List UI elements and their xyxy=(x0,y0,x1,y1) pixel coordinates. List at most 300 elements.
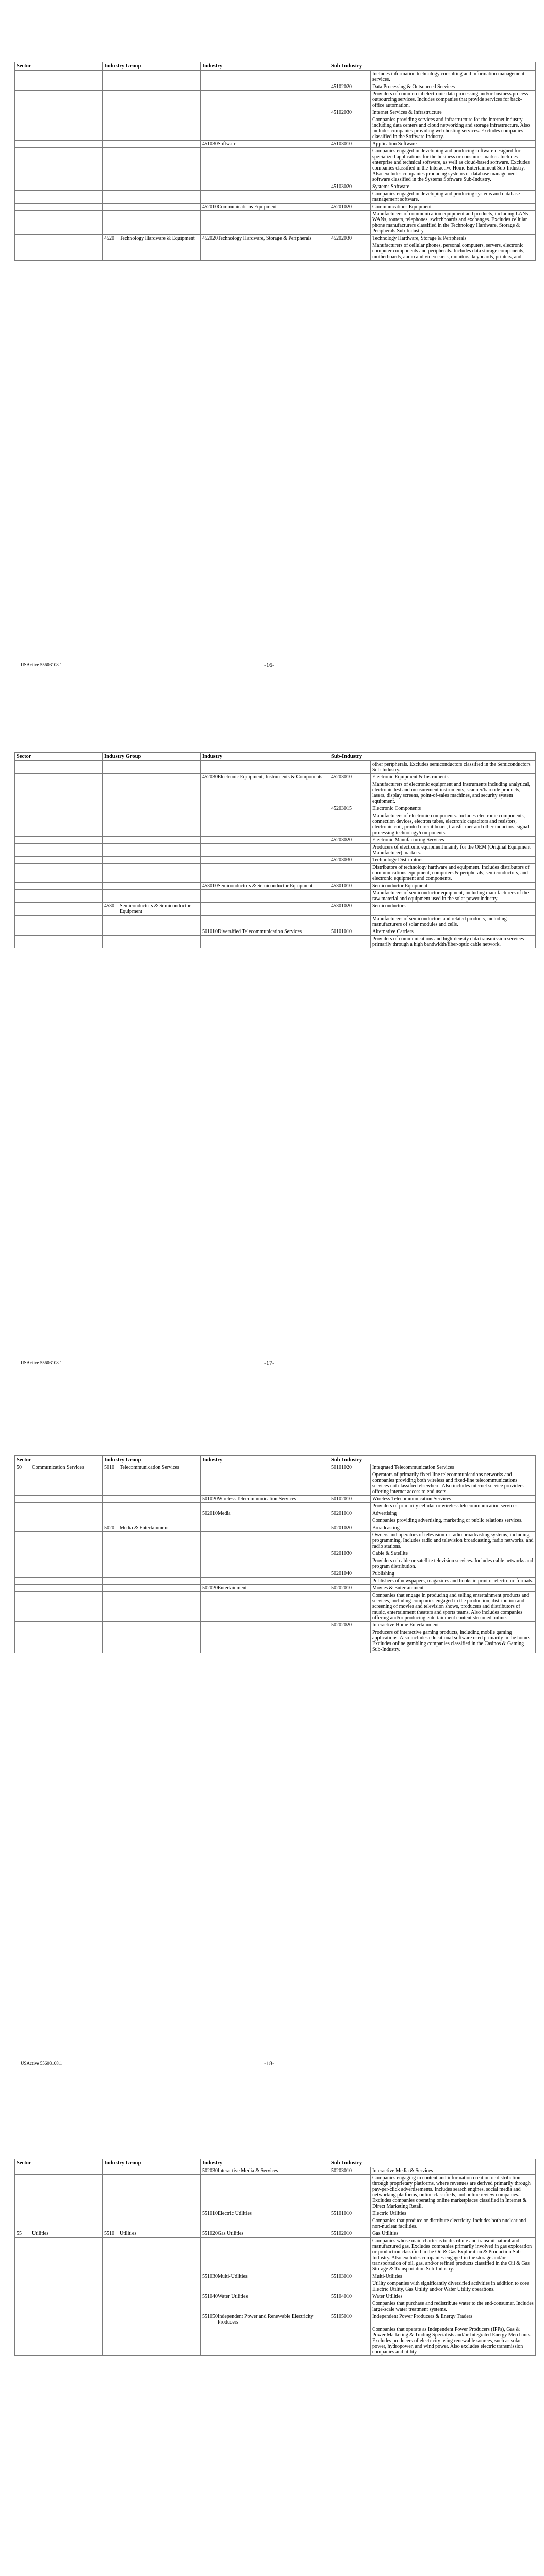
sector-name-cell xyxy=(30,916,103,928)
sector-name-cell xyxy=(30,148,103,183)
sub-industry-code-cell: 55105010 xyxy=(329,2313,371,2326)
sector-name-cell xyxy=(30,211,103,235)
sector-name-cell xyxy=(30,1557,103,1570)
industry-code-cell xyxy=(201,761,216,774)
industry-group-name-cell xyxy=(118,1503,201,1510)
industry-name-cell xyxy=(216,2175,329,2210)
industry-group-code-cell xyxy=(103,1622,118,1629)
sub-industry-text-cell: Providers of communications and high-density data transmission services primarily through a high bandwidth/fiber-optic cable network. xyxy=(371,936,536,948)
sector-code-cell xyxy=(15,1585,30,1592)
industry-code-cell xyxy=(201,805,216,812)
industry-name-cell xyxy=(216,83,329,91)
sector-name-cell xyxy=(30,883,103,890)
table-row xyxy=(15,883,536,890)
industry-group-name-cell xyxy=(118,1585,201,1592)
industry-group-name-cell xyxy=(118,109,201,116)
industry-group-code-cell xyxy=(103,774,118,781)
sub-industry-text-cell: Advertising xyxy=(371,1510,536,1517)
table-row xyxy=(15,2273,536,2280)
industry-group-name-cell xyxy=(118,204,201,211)
sector-name-cell xyxy=(30,890,103,903)
industry-group-code-cell xyxy=(103,916,118,928)
sector-name-cell xyxy=(30,71,103,83)
sector-code-cell xyxy=(15,1510,30,1517)
sector-code-cell xyxy=(15,148,30,183)
table-row xyxy=(15,1570,536,1578)
sub-industry-code-cell: 50101010 xyxy=(329,928,371,936)
sector-name-cell xyxy=(30,2280,103,2293)
sub-industry-text-cell: Data Processing & Outsourced Services xyxy=(371,83,536,91)
sub-industry-code-cell: 50202010 xyxy=(329,1585,371,1592)
industry-code-cell: 501010 xyxy=(201,928,216,936)
table-row xyxy=(15,1496,536,1503)
column-header-industry-group: Industry Group xyxy=(103,62,201,71)
sub-industry-code-cell xyxy=(329,71,371,83)
industry-name-cell xyxy=(216,916,329,928)
table-row xyxy=(15,204,536,211)
industry-name-cell xyxy=(216,1464,329,1471)
sector-code-cell xyxy=(15,1592,30,1622)
industry-code-cell xyxy=(201,1550,216,1557)
sub-industry-text-cell: Providers of commercial electronic data processing and/or business process outsourcing services. Includes companies that provide services for back-office automation. xyxy=(371,91,536,109)
industry-code-cell xyxy=(201,2300,216,2313)
industry-group-code-cell xyxy=(103,2313,118,2326)
table-row xyxy=(15,83,536,91)
sub-industry-code-cell xyxy=(329,211,371,235)
sub-industry-text-cell: Broadcasting xyxy=(371,1524,536,1532)
industry-group-code-cell xyxy=(103,1629,118,1653)
document-page xyxy=(0,2110,544,2576)
industry-name-cell xyxy=(216,1524,329,1532)
column-header-industry: Industry xyxy=(201,62,329,71)
industry-group-name-cell xyxy=(118,2175,201,2210)
sector-name-cell: Communication Services xyxy=(30,1464,103,1471)
industry-name-cell xyxy=(216,148,329,183)
industry-group-code-cell xyxy=(103,91,118,109)
industry-group-name-cell xyxy=(118,2280,201,2293)
sub-industry-text-cell: Systems Software xyxy=(371,183,536,191)
sector-name-cell xyxy=(30,1532,103,1550)
sub-industry-code-cell: 45103010 xyxy=(329,141,371,148)
sub-industry-text-cell: Producers of electronic equipment mainly for the OEM (Original Equipment Manufacturer) markets. xyxy=(371,844,536,857)
industry-group-code-cell xyxy=(103,1550,118,1557)
column-header-industry: Industry xyxy=(201,1456,329,1464)
sector-name-cell xyxy=(30,1517,103,1524)
industry-group-name-cell xyxy=(118,1557,201,1570)
sector-name-cell xyxy=(30,242,103,261)
sector-code-cell xyxy=(15,857,30,864)
industry-name-cell xyxy=(216,2300,329,2313)
sub-industry-text-cell: Manufacturers of electronic components. Includes electronic components, connection devices, electron tubes, electronic capacitors and resistors, electronic coil, printed circuit board, transformer and other inductors, signal processing technology/components. xyxy=(371,812,536,837)
sub-industry-code-cell xyxy=(329,191,371,204)
sub-industry-text-cell: Producers of interactive gaming products, including mobile gaming applications. Also includes educational software used primarily in the home. Excludes online gambling companies classified in the Casinos & Gaming Sub-Industry. xyxy=(371,1629,536,1653)
industry-group-code-cell xyxy=(103,936,118,948)
industry-group-code-cell xyxy=(103,2238,118,2273)
sub-industry-code-cell: 45102030 xyxy=(329,109,371,116)
industry-code-cell xyxy=(201,864,216,883)
industry-group-code-cell xyxy=(103,1496,118,1503)
sector-name-cell xyxy=(30,1524,103,1532)
industry-code-cell xyxy=(201,2280,216,2293)
table-row xyxy=(15,1524,536,1532)
industry-group-name-cell xyxy=(118,1622,201,1629)
sector-code-cell xyxy=(15,2167,30,2175)
sector-code-cell xyxy=(15,2326,30,2356)
sub-industry-text-cell: Independent Power Producers & Energy Traders xyxy=(371,2313,536,2326)
table-row xyxy=(15,2326,536,2356)
sub-industry-text-cell: Utility companies with significantly diversified activities in addition to core Electric Utility, Gas Utility and/or Water Utility operations. xyxy=(371,2280,536,2293)
table-row xyxy=(15,1550,536,1557)
sub-industry-code-cell xyxy=(329,1471,371,1496)
industry-name-cell: Electronic Equipment, Instruments & Components xyxy=(216,774,329,781)
industry-name-cell xyxy=(216,2217,329,2230)
table-row xyxy=(15,2238,536,2273)
sub-industry-text-cell: Manufacturers of semiconductor equipment, including manufacturers of the raw material and equipment used in the solar power industry. xyxy=(371,890,536,903)
document-page xyxy=(0,0,544,703)
industry-name-cell xyxy=(216,1578,329,1585)
sub-industry-code-cell: 45203030 xyxy=(329,857,371,864)
sub-industry-code-cell: 45102020 xyxy=(329,83,371,91)
sub-industry-text-cell: Companies that produce or distribute electricity. Includes both nuclear and non-nuclear facilities. xyxy=(371,2217,536,2230)
table-row xyxy=(15,109,536,116)
industry-group-name-cell xyxy=(118,1532,201,1550)
industry-name-cell xyxy=(216,1471,329,1496)
sub-industry-code-cell xyxy=(329,936,371,948)
table-row xyxy=(15,1629,536,1653)
sub-industry-code-cell xyxy=(329,116,371,141)
sector-name-cell xyxy=(30,2273,103,2280)
table-row xyxy=(15,1503,536,1510)
industry-group-code-cell xyxy=(103,1471,118,1496)
sector-code-cell xyxy=(15,761,30,774)
table-row xyxy=(15,1557,536,1570)
industry-group-name-cell xyxy=(118,183,201,191)
industry-group-code-cell xyxy=(103,71,118,83)
sector-name-cell xyxy=(30,1510,103,1517)
sector-code-cell xyxy=(15,109,30,116)
sub-industry-code-cell xyxy=(329,2238,371,2273)
sub-industry-code-cell xyxy=(329,864,371,883)
sub-industry-code-cell xyxy=(329,1532,371,1550)
industry-code-cell xyxy=(201,781,216,805)
industry-code-cell: 551040 xyxy=(201,2293,216,2300)
sub-industry-code-cell: 50203010 xyxy=(329,2167,371,2175)
sector-name-cell xyxy=(30,1585,103,1592)
industry-code-cell: 551050 xyxy=(201,2313,216,2326)
table-row xyxy=(15,837,536,844)
industry-code-cell: 451030 xyxy=(201,141,216,148)
sector-name-cell xyxy=(30,1503,103,1510)
industry-code-cell xyxy=(201,2238,216,2273)
industry-group-code-cell xyxy=(103,857,118,864)
sub-industry-text-cell: Companies engaged in developing and producing systems and database management software. xyxy=(371,191,536,204)
industry-group-code-cell xyxy=(103,1510,118,1517)
column-header-industry: Industry xyxy=(201,2159,329,2167)
industry-name-cell xyxy=(216,1517,329,1524)
industry-group-name-cell xyxy=(118,864,201,883)
industry-group-code-cell: 4530 xyxy=(103,903,118,916)
sub-industry-text-cell: Wireless Telecommunication Services xyxy=(371,1496,536,1503)
industry-group-code-cell xyxy=(103,1585,118,1592)
sector-code-cell xyxy=(15,903,30,916)
industry-name-cell: Gas Utilities xyxy=(216,2230,329,2238)
industry-code-cell: 551030 xyxy=(201,2273,216,2280)
table-row xyxy=(15,1471,536,1496)
industry-group-name-cell xyxy=(118,71,201,83)
industry-code-cell xyxy=(201,109,216,116)
sector-code-cell xyxy=(15,2280,30,2293)
industry-group-name-cell xyxy=(118,928,201,936)
sector-code-cell xyxy=(15,2300,30,2313)
industry-name-cell xyxy=(216,191,329,204)
table-row xyxy=(15,903,536,916)
sub-industry-code-cell: 50201040 xyxy=(329,1570,371,1578)
industry-group-name-cell: Semiconductors & Semiconductor Equipment xyxy=(118,903,201,916)
sub-industry-text-cell: Gas Utilities xyxy=(371,2230,536,2238)
industry-group-code-cell xyxy=(103,805,118,812)
industry-name-cell: Multi-Utilities xyxy=(216,2273,329,2280)
sector-code-cell xyxy=(15,1550,30,1557)
table-row xyxy=(15,812,536,837)
sub-industry-text-cell: Electronic Equipment & Instruments xyxy=(371,774,536,781)
sector-name-cell xyxy=(30,1629,103,1653)
industry-group-code-cell xyxy=(103,781,118,805)
sector-code-cell xyxy=(15,2217,30,2230)
sector-name-cell xyxy=(30,1550,103,1557)
industry-name-cell: Media xyxy=(216,1510,329,1517)
industry-group-code-cell: 5020 xyxy=(103,1524,118,1532)
table-header-row xyxy=(15,62,536,71)
sub-industry-code-cell: 55101010 xyxy=(329,2210,371,2217)
sub-industry-text-cell: Electronic Components xyxy=(371,805,536,812)
sub-industry-code-cell xyxy=(329,2300,371,2313)
sector-name-cell xyxy=(30,2210,103,2217)
sub-industry-code-cell xyxy=(329,148,371,183)
industry-name-cell xyxy=(216,183,329,191)
industry-group-code-cell xyxy=(103,116,118,141)
industry-group-code-cell xyxy=(103,183,118,191)
industry-name-cell: Technology Hardware, Storage & Peripherals xyxy=(216,235,329,242)
industry-name-cell xyxy=(216,1570,329,1578)
industry-group-code-cell xyxy=(103,141,118,148)
table-row xyxy=(15,235,536,242)
sector-code-cell xyxy=(15,2293,30,2300)
industry-code-cell xyxy=(201,1557,216,1570)
sub-industry-text-cell: Companies that purchase and redistribute water to the end-consumer. Includes large-scale water treatment systems. xyxy=(371,2300,536,2313)
sector-name-cell xyxy=(30,109,103,116)
industry-name-cell xyxy=(216,116,329,141)
industry-group-code-cell xyxy=(103,2273,118,2280)
industry-group-name-cell xyxy=(118,916,201,928)
sector-code-cell xyxy=(15,781,30,805)
industry-group-code-cell xyxy=(103,2217,118,2230)
industry-code-cell xyxy=(201,2326,216,2356)
industry-code-cell xyxy=(201,903,216,916)
sector-code-cell xyxy=(15,883,30,890)
sector-code-cell xyxy=(15,1471,30,1496)
industry-group-name-cell xyxy=(118,2210,201,2217)
industry-name-cell xyxy=(216,2280,329,2293)
industry-group-code-cell xyxy=(103,1570,118,1578)
page-footer-doc-id: USActive 55603108.1 xyxy=(21,2061,62,2066)
sector-name-cell xyxy=(30,1592,103,1622)
table-row xyxy=(15,781,536,805)
sector-code-cell xyxy=(15,116,30,141)
industry-name-cell xyxy=(216,812,329,837)
industry-group-name-cell xyxy=(118,1517,201,1524)
sub-industry-code-cell: 50101020 xyxy=(329,1464,371,1471)
industry-group-name-cell xyxy=(118,844,201,857)
industry-group-code-cell xyxy=(103,109,118,116)
sector-name-cell xyxy=(30,116,103,141)
table-row xyxy=(15,1585,536,1592)
table-row xyxy=(15,1578,536,1585)
industry-name-cell: Diversified Telecommunication Services xyxy=(216,928,329,936)
industry-name-cell xyxy=(216,1622,329,1629)
sub-industry-text-cell: Operators of primarily fixed-line telecommunications networks and companies providing both wireless and fixed-line telecommunications services not classified elsewhere. Also includes internet service providers offering internet access to end users. xyxy=(371,1471,536,1496)
table-row xyxy=(15,141,536,148)
industry-name-cell xyxy=(216,805,329,812)
table-row xyxy=(15,2175,536,2210)
sector-code-cell xyxy=(15,71,30,83)
sector-name-cell xyxy=(30,183,103,191)
sub-industry-code-cell: 55102010 xyxy=(329,2230,371,2238)
industry-group-code-cell xyxy=(103,837,118,844)
sub-industry-code-cell xyxy=(329,781,371,805)
industry-name-cell xyxy=(216,91,329,109)
sub-industry-code-cell: 45203015 xyxy=(329,805,371,812)
industry-code-cell xyxy=(201,1503,216,1510)
sector-code-cell xyxy=(15,2313,30,2326)
sector-name-cell xyxy=(30,761,103,774)
sector-code-cell: 50 xyxy=(15,1464,30,1471)
industry-code-cell: 453010 xyxy=(201,883,216,890)
industry-group-name-cell xyxy=(118,2293,201,2300)
sector-code-cell xyxy=(15,1524,30,1532)
sub-industry-text-cell: Semiconductor Equipment xyxy=(371,883,536,890)
industry-code-cell xyxy=(201,1629,216,1653)
sub-industry-text-cell: Alternative Carriers xyxy=(371,928,536,936)
sector-code-cell xyxy=(15,1629,30,1653)
industry-name-cell xyxy=(216,761,329,774)
industry-name-cell xyxy=(216,2326,329,2356)
industry-name-cell: Entertainment xyxy=(216,1585,329,1592)
table-row xyxy=(15,2300,536,2313)
industry-group-name-cell xyxy=(118,2217,201,2230)
industry-name-cell xyxy=(216,109,329,116)
table-row xyxy=(15,191,536,204)
sub-industry-text-cell: Application Software xyxy=(371,141,536,148)
industry-group-code-cell xyxy=(103,812,118,837)
sub-industry-code-cell: 45301020 xyxy=(329,903,371,916)
industry-group-name-cell xyxy=(118,2326,201,2356)
industry-name-cell xyxy=(216,1592,329,1622)
sub-industry-code-cell: 45203020 xyxy=(329,837,371,844)
industry-name-cell: Wireless Telecommunication Services xyxy=(216,1496,329,1503)
industry-group-name-cell xyxy=(118,812,201,837)
sub-industry-text-cell: Companies providing services and infrastructure for the internet industry including data centers and cloud networking and storage infrastructure. Also includes companies providing web hosting services. Excludes companies classified in the Software Industry. xyxy=(371,116,536,141)
industry-code-cell xyxy=(201,191,216,204)
industry-group-code-cell xyxy=(103,2326,118,2356)
column-header-sub-industry: Sub-Industry xyxy=(329,62,536,71)
column-header-sub-industry: Sub-Industry xyxy=(329,2159,536,2167)
industry-group-code-cell xyxy=(103,2210,118,2217)
sector-code-cell xyxy=(15,1578,30,1585)
table-row xyxy=(15,928,536,936)
sector-code-cell xyxy=(15,936,30,948)
sub-industry-code-cell xyxy=(329,2217,371,2230)
sector-code-cell xyxy=(15,141,30,148)
sector-code-cell xyxy=(15,837,30,844)
sub-industry-text-cell: Manufacturers of semiconductors and related products, including manufacturers of solar modules and cells. xyxy=(371,916,536,928)
page-footer-doc-id: USActive 55603108.1 xyxy=(21,1360,62,1365)
industry-group-code-cell: 5510 xyxy=(103,2230,118,2238)
sector-name-cell xyxy=(30,936,103,948)
sector-code-cell xyxy=(15,844,30,857)
industry-name-cell xyxy=(216,1550,329,1557)
industry-code-cell: 452030 xyxy=(201,774,216,781)
industry-group-name-cell: Media & Entertainment xyxy=(118,1524,201,1532)
sector-name-cell xyxy=(30,837,103,844)
sector-name-cell xyxy=(30,1570,103,1578)
sub-industry-text-cell: Companies that operate as Independent Power Producers (IPPs), Gas & Power Marketing & Trading Specialists and/or Integrated Energy Merchants. Excludes producers of electricity using renewable sources, such as solar power, hydropower, and wind power. Also excludes electric transmission companies and utility xyxy=(371,2326,536,2356)
sector-code-cell xyxy=(15,916,30,928)
sub-industry-text-cell: Internet Services & Infrastructure xyxy=(371,109,536,116)
sub-industry-text-cell: Owners and operators of television or radio broadcasting systems, including programming. Includes radio and television broadcasting, radio networks, and radio stations. xyxy=(371,1532,536,1550)
sector-name-cell: Utilities xyxy=(30,2230,103,2238)
industry-group-name-cell xyxy=(118,857,201,864)
sector-name-cell xyxy=(30,774,103,781)
industry-code-cell: 452010 xyxy=(201,204,216,211)
industry-name-cell: Independent Power and Renewable Electricity Producers xyxy=(216,2313,329,2326)
sub-industry-text-cell: Publishing xyxy=(371,1570,536,1578)
industry-name-cell xyxy=(216,864,329,883)
industry-code-cell: 551020 xyxy=(201,2230,216,2238)
document-page xyxy=(0,1406,544,2110)
sub-industry-code-cell: 55103010 xyxy=(329,2273,371,2280)
sub-industry-code-cell: 45103020 xyxy=(329,183,371,191)
column-header-industry-group: Industry Group xyxy=(103,753,201,761)
industry-group-code-cell xyxy=(103,1557,118,1570)
sub-industry-code-cell xyxy=(329,1629,371,1653)
table-row xyxy=(15,148,536,183)
sub-industry-code-cell xyxy=(329,1503,371,1510)
industry-group-code-cell: 4520 xyxy=(103,235,118,242)
industry-group-code-cell xyxy=(103,1592,118,1622)
classification-table xyxy=(14,1455,536,1653)
sector-name-cell xyxy=(30,91,103,109)
sector-code-cell xyxy=(15,2175,30,2210)
sub-industry-text-cell: Electric Utilities xyxy=(371,2210,536,2217)
sector-code-cell xyxy=(15,242,30,261)
industry-code-cell: 502030 xyxy=(201,2167,216,2175)
sector-name-cell xyxy=(30,235,103,242)
industry-code-cell xyxy=(201,83,216,91)
sub-industry-text-cell: Distributors of technology hardware and equipment. Includes distributors of communications equipment, computers & peripherals, semiconductors, and electronic equipment and components. xyxy=(371,864,536,883)
industry-code-cell xyxy=(201,837,216,844)
sub-industry-text-cell: Companies that engage in producing and selling entertainment products and services, including companies engaged in the production, distribution and screening of movies and television shows, producers and distributors of music, entertainment theaters and sports teams. Also includes companies offering and/or producing entertainment content streamed online. xyxy=(371,1592,536,1622)
sector-name-cell xyxy=(30,2313,103,2326)
industry-code-cell xyxy=(201,844,216,857)
sector-code-cell: 55 xyxy=(15,2230,30,2238)
table-header-row xyxy=(15,2159,536,2167)
industry-name-cell: Interactive Media & Services xyxy=(216,2167,329,2175)
industry-code-cell: 452020 xyxy=(201,235,216,242)
sub-industry-text-cell: Includes information technology consulting and information management services. xyxy=(371,71,536,83)
table-row xyxy=(15,1532,536,1550)
table-row xyxy=(15,805,536,812)
table-row xyxy=(15,1510,536,1517)
